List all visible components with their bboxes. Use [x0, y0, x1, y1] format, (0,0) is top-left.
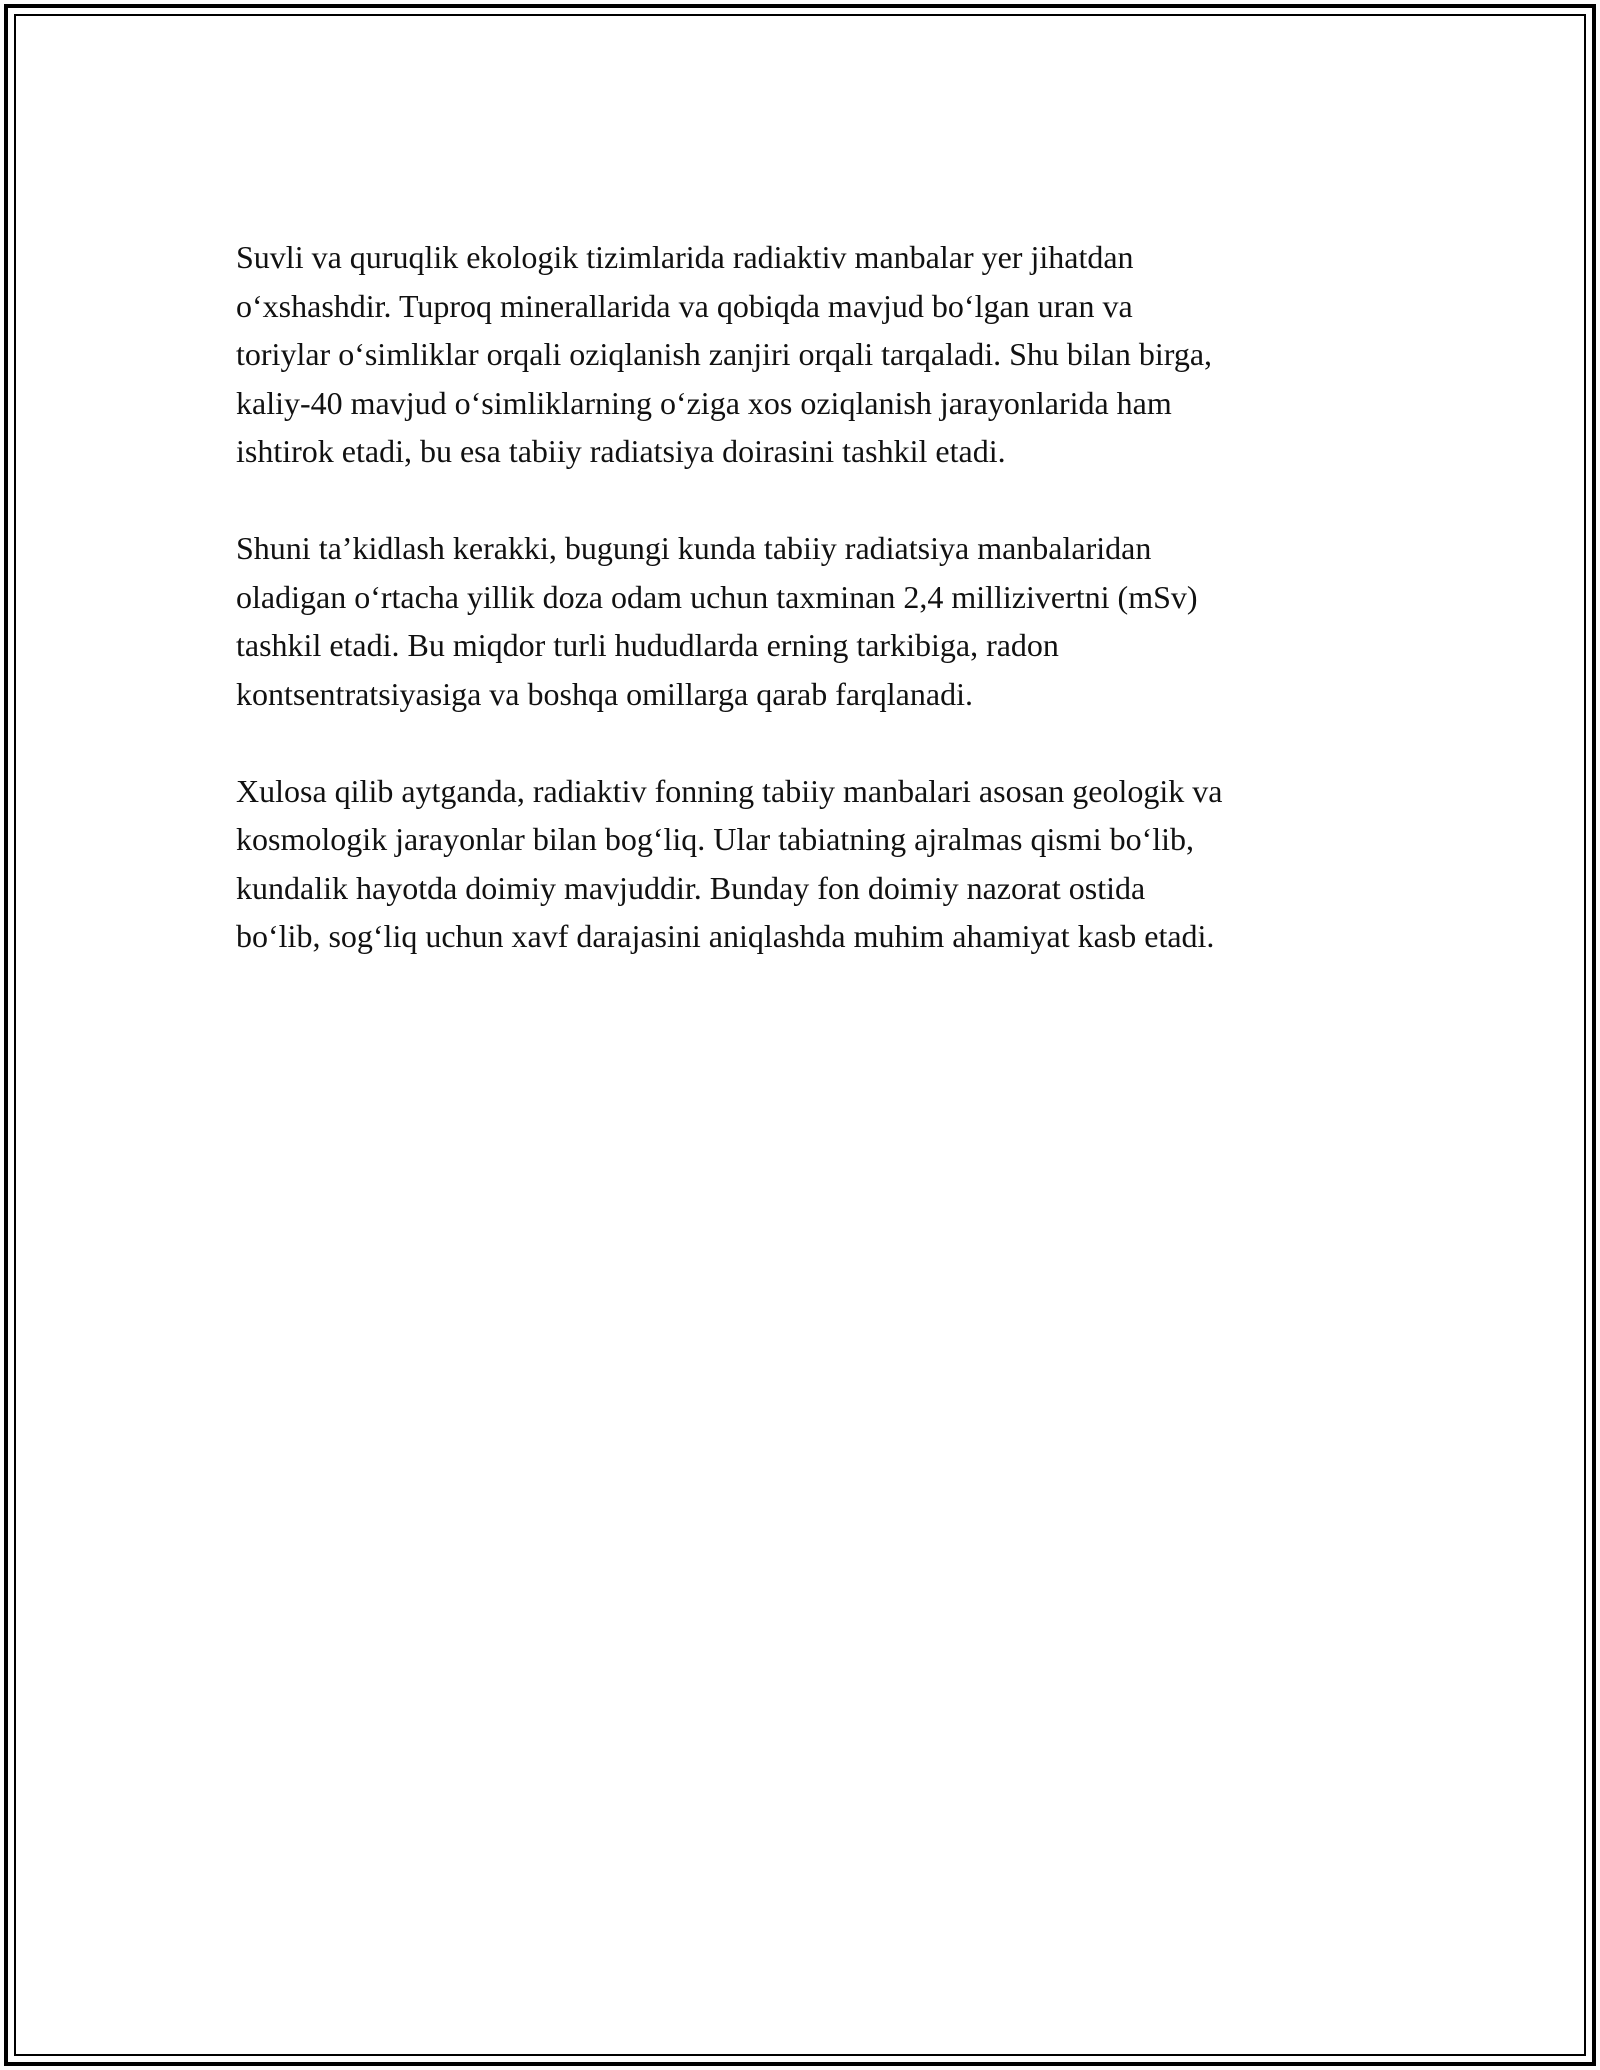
paragraph-conclusion: Xulosa qilib aytganda, radiaktiv fonning tabiiy manbalari asosan geologik va kosmologik jarayonlar bilan bog‘liq. Ular tabiatning ajralmas qismi bo‘lib, kundalik hayotda doimiy mavjuddir. Bunday fon doimiy nazorat ostida bo‘lib, sog‘liq uchun xavf darajasini aniqlashda muhim ahamiyat kasb etadi. — [236, 772, 1223, 954]
paragraph-natural-sources: Suvli va quruqlik ekologik tizimlarida radiaktiv manbalar yer jihatdan o‘xshashdir. Tuproq minerallarida va qobiqda mavjud bo‘lgan uran va toriylar o‘simliklar orqali oziqlanish zanjiri orqali tarqaladi. Shu bilan birga, kaliy-40 mavjud o‘simliklarning o‘ziga xos oziqlanish jarayonlarida ham ishtirok etadi, bu esa tabiiy radiatsiya doirasini tashkil etadi. — [236, 239, 1213, 469]
document-body — [236, 233, 1386, 961]
paragraph-annual-dose: Shuni ta’kidlash kerakki, bugungi kunda tabiiy radiatsiya manbalaridan oladigan o‘rtacha yillik doza odam uchun taxminan 2,4 millizivertni (mSv) tashkil etadi. Bu miqdor turli hududlarda erning tarkibiga, radon kontsentratsiyasiga va boshqa omillarga qarab farqlanadi. — [236, 530, 1198, 712]
